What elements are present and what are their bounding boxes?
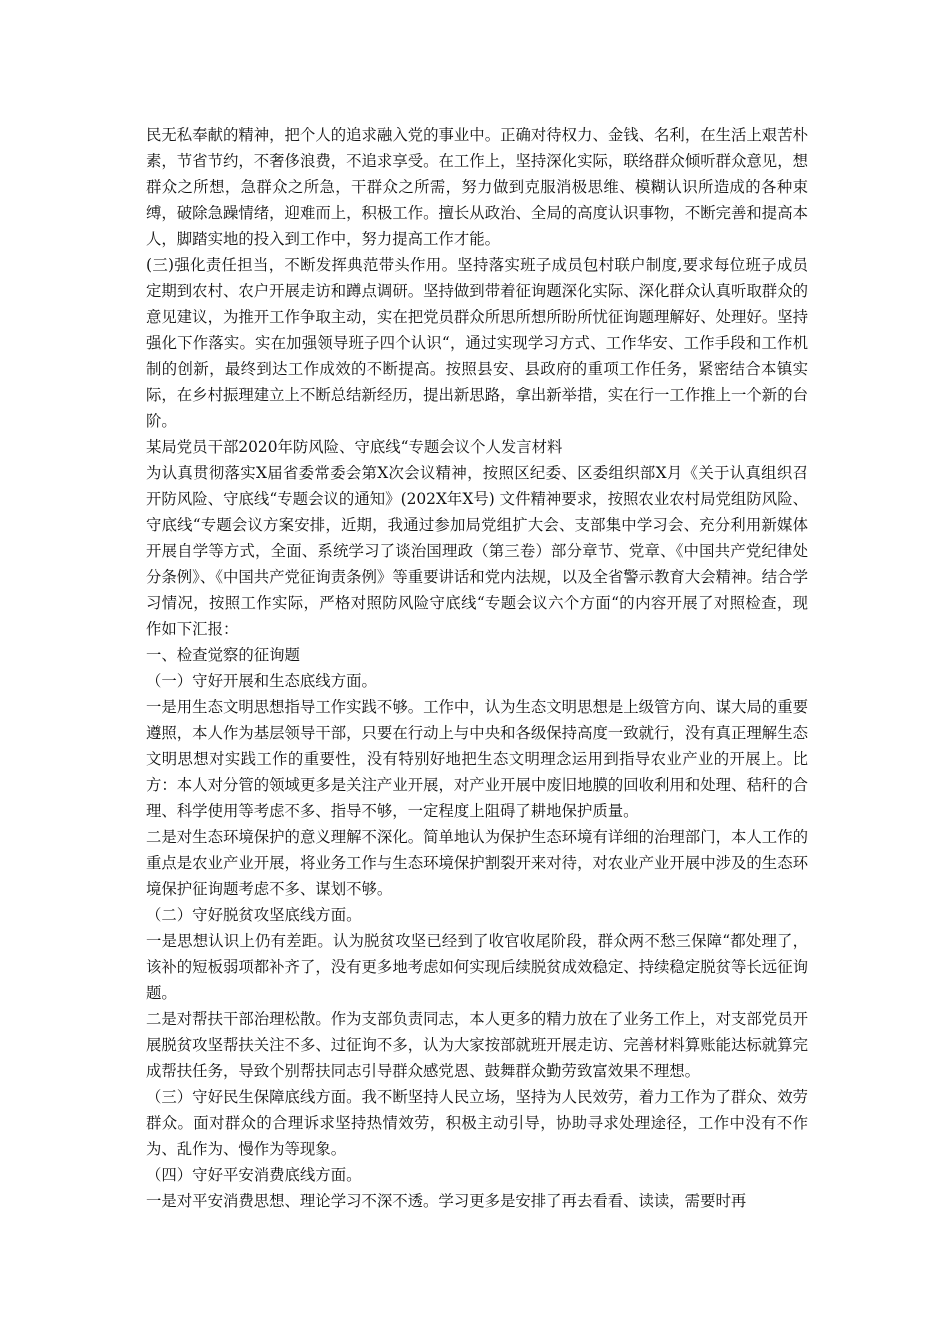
section-heading-problems: 一、检查觉察的征询题 xyxy=(146,646,300,664)
paragraph-livelihood: （三）守好民生保障底线方面。我不断坚持人民立场，坚持为人民效劳，着力工作为了群众、效劳群众。面对群众的合理诉求坚持热情效劳，积极主动引导，协助寻求处理途径，工作中没有不作为、乱作为、慢作为等现象。 xyxy=(146,1088,808,1158)
document-body xyxy=(146,122,808,1214)
paragraph-intro: 为认真贯彻落实X届省委常委会第X次会议精神，按照区纪委、区委组织部X月《关于认真组织召开防风险、守底线“专题会议的通知》(202X年X号) 文件精神要求，按照农业农村局党组防风险、守底线“专题会议方案安排，近期，我通过参加局党组扩大会、支部集中学习会、充分利用新媒体开展自学等方式，全面、系统学习了谈治国理政（第三卷）部分章节、党章、《中国共产党纪律处分条例》、《中国共产党征询责条例》等重要讲话和党内法规，以及全省警示教育大会精神。结合学习情况，按照工作实际，严格对照防风险守底线“专题会议六个方面“的内容开展了对照检查，现作如下汇报： xyxy=(146,464,808,638)
document-title: 某局党员干部2020年防风险、守底线“专题会议个人发言材料 xyxy=(146,438,563,456)
subheading-safety: （四）守好平安消费底线方面。 xyxy=(146,1166,362,1184)
subheading-ecology: （一）守好开展和生态底线方面。 xyxy=(146,672,377,690)
paragraph-ecology-2: 二是对生态环境保护的意义理解不深化。简单地认为保护生态环境有详细的治理部门，本人工作的重点是农业产业开展，将业务工作与生态环境保护割裂开来对待，对农业产业开展中涉及的生态环境保护征询题考虑不多、谋划不够。 xyxy=(146,828,808,898)
paragraph-party-spirit: 民无私奉献的精神，把个人的追求融入党的事业中。正确对待权力、金钱、名利，在生活上艰苦朴素，节省节约，不奢侈浪费，不追求享受。在工作上，坚持深化实际，联络群众倾听群众意见，想群众之所想，急群众之所急，干群众之所需，努力做到克服消极思维、模糊认识所造成的各种束缚，破除急躁情绪，迎难而上，积极工作。擅长从政治、全局的高度认识事物，不断完善和提高本人，脚踏实地的投入到工作中，努力提高工作才能。 xyxy=(146,126,808,248)
paragraph-ecology-1: 一是用生态文明思想指导工作实践不够。工作中，认为生态文明思想是上级管方向、谋大局的重要遵照，本人作为基层领导干部，只要在行动上与中央和各级保持高度一致就行，没有真正理解生态文明思想对实践工作的重要性，没有特别好地把生态文明理念运用到指导农业产业的开展上。比方：本人对分管的领域更多是关注产业开展，对产业开展中废旧地膜的回收利用和处理、秸秆的合理、科学使用等考虑不多、指导不够，一定程度上阻碍了耕地保护质量。 xyxy=(146,698,808,820)
paragraph-poverty-1: 一是思想认识上仍有差距。认为脱贫攻坚已经到了收官收尾阶段，群众两不愁三保障“都处理了，该补的短板弱项都补齐了，没有更多地考虑如何实现后续脱贫成效稳定、持续稳定脱贫等长远征询题。 xyxy=(146,932,808,1002)
subheading-poverty: （二）守好脱贫攻坚底线方面。 xyxy=(146,906,362,924)
paragraph-safety-1: 一是对平安消费思想、理论学习不深不透。学习更多是安排了再去看看、读读，需要时再 xyxy=(146,1192,747,1210)
paragraph-poverty-2: 二是对帮扶干部治理松散。作为支部负责同志，本人更多的精力放在了业务工作上，对支部党员开展脱贫攻坚帮扶关注不多、过征询不多，认为大家按部就班开展走访、完善材料算账能达标就算完成帮扶任务，导致个别帮扶同志引导群众感党恩、鼓舞群众勤劳致富效果不理想。 xyxy=(146,1010,808,1080)
paragraph-responsibility: (三)强化责任担当，不断发挥典范带头作用。坚持落实班子成员包村联户制度,要求每位班子成员定期到农村、农户开展走访和蹲点调研。坚持做到带着征询题深化实际、深化群众认真听取群众的意见建议，为推开工作争取主动，实在把党员群众所思所想所盼所忧征询题理解好、处理好。坚持强化下作落实。实在加强领导班子四个认识“，通过实现学习方式、工作华安、工作手段和工作机制的创新，最终到达工作成效的不断提高。按照县安、县政府的重项工作任务，紧密结合本镇实际，在乡村振理建立上不断总结新经历，提出新思路，拿出新举措，实在行一工作推上一个新的台阶。 xyxy=(146,256,808,430)
